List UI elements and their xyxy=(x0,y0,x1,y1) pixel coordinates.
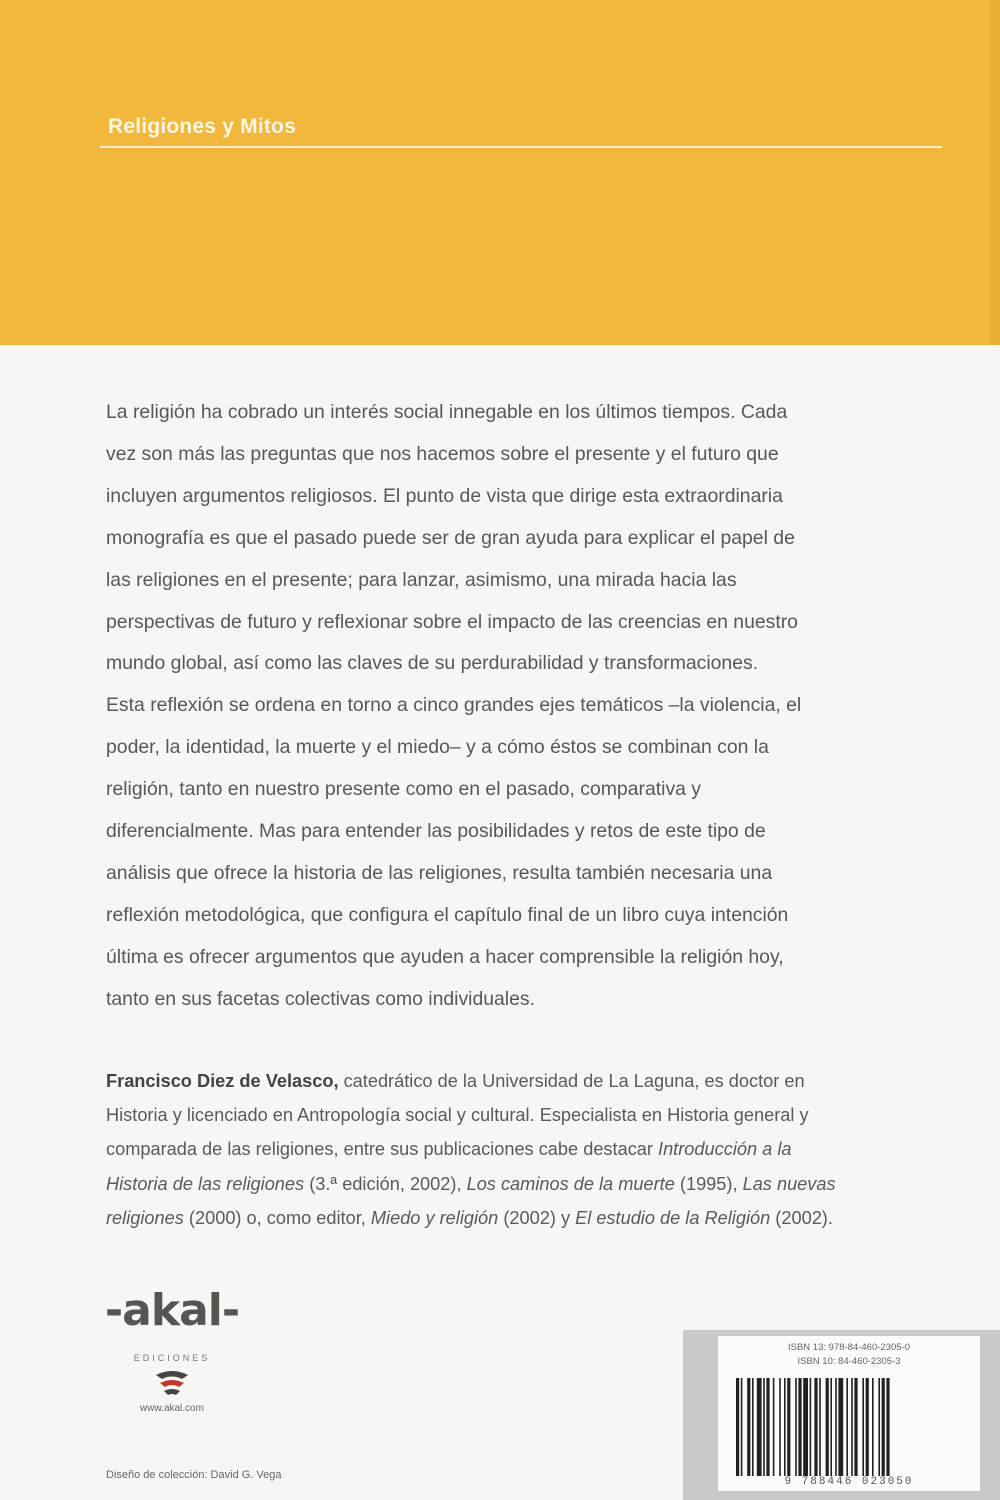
description-line: análisis que ofrece la historia de las religiones, resulta también necesaria una xyxy=(106,861,773,884)
book-title: Historia de las religiones xyxy=(106,1173,305,1194)
description-line: poder, la identidad, la muerte y el miedo– y a cómo éstos se combinan con la xyxy=(106,736,769,759)
bio-line xyxy=(106,1201,946,1235)
description-line: última es ofrecer argumentos que ayuden a hacer comprensible la religión hoy, xyxy=(106,945,784,968)
bio-line: Historia y licenciado en Antropología social y cultural. Especialista en Historia general y xyxy=(106,1105,809,1126)
book-description xyxy=(106,392,936,1021)
book-title: Miedo y religión xyxy=(370,1207,499,1228)
isbn10-text: ISBN 10: 84-460-2305-3 xyxy=(797,1356,901,1367)
bio-line xyxy=(106,1132,946,1166)
barcode-label xyxy=(718,1336,980,1491)
description-line: Esta reflexión se ordena en torno a cinco grandes ejes temáticos –la violencia, el xyxy=(106,694,802,717)
publisher-logo-text: -akal- xyxy=(104,1285,240,1336)
design-credit: Diseño de colección: David G. Vega xyxy=(106,1469,282,1481)
bio-text: comparada de las religiones, entre sus publicaciones cabe destacar xyxy=(106,1139,659,1160)
description-line: incluyen argumentos religiosos. El punto de vista que dirige esta extraordinaria xyxy=(106,484,783,507)
book-title: Las nuevas xyxy=(742,1173,836,1194)
spine-edge xyxy=(990,0,1000,345)
publisher-emblem-icon xyxy=(152,1369,192,1399)
description-line: religión, tanto en nuestro presente como en el pasado, comparativa y xyxy=(106,778,702,801)
ean-digits: 9 788446 023050 xyxy=(784,1476,914,1488)
isbn13-text: ISBN 13: 978-84-460-2305-0 xyxy=(788,1342,910,1353)
publisher-website: www.akal.com xyxy=(140,1403,204,1414)
bio-text: (2002). xyxy=(770,1207,833,1228)
cover-top-band xyxy=(0,0,1000,345)
description-line: las religiones en el presente; para lanzar, asimismo, una mirada hacia las xyxy=(106,568,737,591)
publisher-logo xyxy=(102,1285,242,1420)
bio-text: (2002) y xyxy=(498,1207,576,1228)
author-name: Francisco Diez de Velasco, xyxy=(106,1071,339,1091)
description-line: La religión ha cobrado un interés social innegable en los últimos tiempos. Cada xyxy=(106,401,788,423)
description-line: mundo global, así como las claves de su perdurabilidad y transformaciones. xyxy=(106,652,759,675)
bio-text: (1995), xyxy=(674,1173,743,1194)
book-title: Introducción a la xyxy=(658,1139,792,1160)
bio-text: (2000) o, como editor, xyxy=(183,1207,371,1228)
book-title: El estudio de la Religión xyxy=(575,1207,771,1228)
description-line: monografía es que el pasado puede ser de gran ayuda para explicar el papel de xyxy=(106,526,795,549)
author-bio xyxy=(106,1064,946,1235)
publisher-logo-subtitle: EDICIONES xyxy=(133,1353,211,1363)
description-line: tanto en sus facetas colectivas como individuales. xyxy=(106,987,535,1010)
bio-text: catedrático de la Universidad de La Laguna, es doctor en xyxy=(338,1071,805,1091)
book-title: Los caminos de la muerte xyxy=(466,1173,675,1194)
series-rule-divider xyxy=(100,146,942,148)
bio-line xyxy=(106,1167,946,1201)
description-line: diferencialmente. Mas para entender las posibilidades y retos de este tipo de xyxy=(106,820,766,843)
book-title: religiones xyxy=(106,1207,184,1228)
bio-line xyxy=(106,1064,946,1098)
series-title: Religiones y Mitos xyxy=(108,115,296,138)
bio-text: (3.ª edición, 2002), xyxy=(304,1173,467,1194)
description-line: reflexión metodológica, que configura el capítulo final de un libro cuya intención xyxy=(106,903,789,926)
description-line: perspectivas de futuro y reflexionar sobre el impacto de las creencias en nuestro xyxy=(106,610,798,633)
barcode-icon xyxy=(734,1378,964,1476)
description-line: vez son más las preguntas que nos hacemos sobre el presente y el futuro que xyxy=(106,442,779,465)
